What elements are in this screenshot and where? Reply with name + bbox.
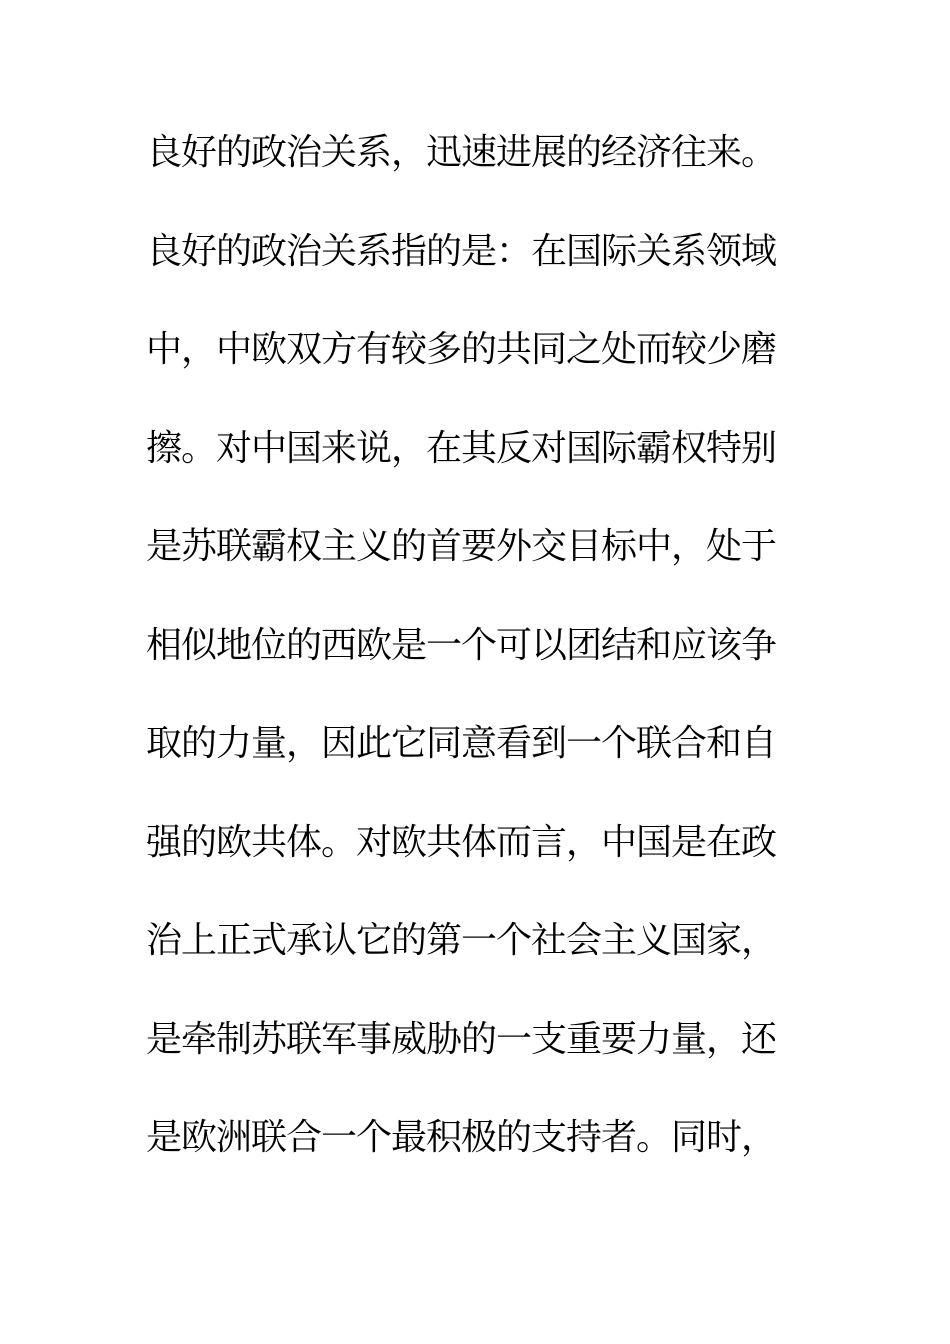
text-line: 强的欧共体。对欧共体而言，中国是在政 bbox=[146, 821, 777, 863]
text-line: 是欧洲联合一个最积极的支持者。同时， bbox=[146, 1117, 777, 1158]
text-line: 是苏联霸权主义的首要外交目标中，处于 bbox=[146, 526, 777, 567]
text-line: 相似地位的西欧是一个可以团结和应该争 bbox=[146, 624, 777, 666]
body-text bbox=[146, 122, 786, 1206]
text-line: 良好的政治关系，迅速进展的经济往来。 bbox=[146, 132, 777, 173]
text-line: 取的力量，因此它同意看到一个联合和自 bbox=[146, 723, 777, 764]
text-line: 擦。对中国来说，在其反对国际霸权特别 bbox=[146, 427, 777, 469]
text-line: 是牵制苏联军事威胁的一支重要力量，还 bbox=[146, 1018, 777, 1060]
text-line: 治上正式承认它的第一个社会主义国家， bbox=[146, 920, 777, 961]
text-line: 良好的政治关系指的是：在国际关系领域 bbox=[146, 230, 777, 272]
text-line: 中，中欧双方有较多的共同之处而较少磨 bbox=[146, 329, 777, 370]
